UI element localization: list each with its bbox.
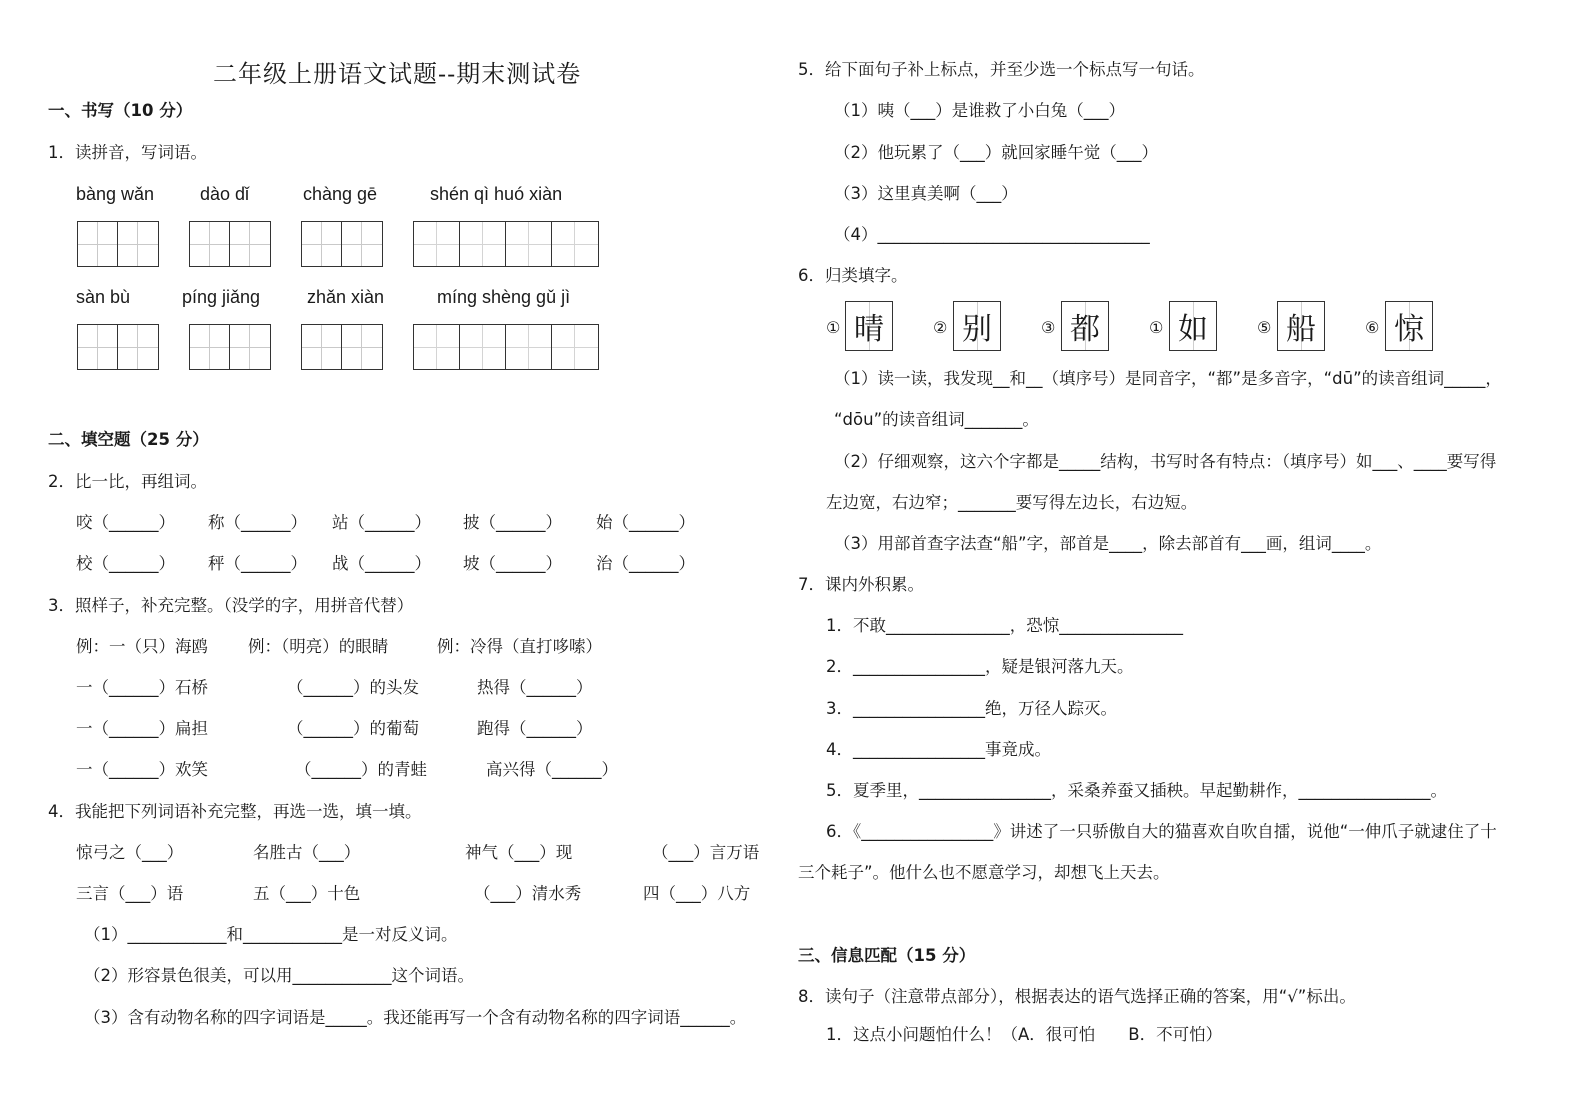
fill-item: 一（______）扁担 (76, 719, 208, 738)
q5-sub-4: （4）_________________________________ (834, 225, 1150, 244)
q7-line-6: 6．《________________》讲述了一只骄傲自大的猫喜欢自吹自擂，说他“一伸爪子就逮住了十 (826, 822, 1497, 841)
page-title: 二年级上册语文试题--期末测试卷 (213, 60, 582, 88)
question-2: 2．比一比，再组词。 (48, 472, 207, 491)
question-5: 5．给下面句子补上标点，并至少选一个标点写一句话。 (798, 60, 1205, 79)
pinyin-7: zhǎn xiàn (307, 287, 385, 307)
compare-item: 始（______） (596, 513, 695, 532)
idiom-item: 名胜古（___） (253, 843, 361, 862)
pinyin-1: bàng wǎn (76, 184, 155, 204)
pinyin-5: sàn bù (76, 287, 131, 307)
char-box: 别 (953, 301, 1001, 351)
idiom-item: 四（___）八方 (643, 884, 751, 903)
fill-item: 跑得（______） (477, 719, 593, 738)
char-box: 晴 (845, 301, 893, 351)
example-item: 例：（明亮）的眼睛 (248, 637, 389, 656)
q7-line-5: 5．夏季里，________________，采桑养蚕又插秧。早起勤耕作，________________。 (826, 781, 1447, 800)
example-item: 例：冷得（直打哆嗦） (437, 637, 602, 656)
compare-item: 校（______） (76, 554, 175, 573)
q7-line-1: 1．不敢_______________，恐惊_______________ (826, 616, 1183, 635)
compare-item: 披（______） (463, 513, 562, 532)
compare-item: 站（______） (332, 513, 431, 532)
q7-line-7: 三个耗子”。他什么也不愿意学习，却想飞上天去。 (798, 863, 1170, 882)
writing-grid[interactable] (77, 324, 159, 370)
char-box: 都 (1061, 301, 1109, 351)
idiom-item: （___）言万语 (652, 843, 760, 862)
compare-item: 咬（______） (76, 513, 175, 532)
idiom-item: 惊弓之（___） (76, 843, 184, 862)
section-2-heading: 二、填空题（25 分） (48, 430, 209, 449)
char-box: 惊 (1385, 301, 1433, 351)
question-8: 8．读句子（注意带点部分），根据表达的语气选择正确的答案，用“√”标出。 (798, 987, 1356, 1006)
writing-grid[interactable] (413, 221, 599, 267)
writing-grid[interactable] (77, 221, 159, 267)
pinyin-3: chàng gē (303, 184, 378, 204)
char-label: ⑥ (1365, 318, 1380, 337)
idiom-item: （___）清水秀 (474, 884, 582, 903)
writing-grid[interactable] (301, 324, 383, 370)
question-1: 1．读拼音，写词语。 (48, 143, 207, 162)
fill-item: 一（______）欢笑 (76, 760, 208, 779)
writing-grid[interactable] (413, 324, 599, 370)
section-3-heading: 三、信息匹配（15 分） (798, 946, 976, 965)
idiom-item: 五（___）十色 (253, 884, 361, 903)
q4-sub-2: （2）形容景色很美，可以用____________这个词语。 (84, 966, 474, 985)
char-label: ① (826, 318, 841, 337)
compare-item: 称（______） (208, 513, 307, 532)
char-label: ② (933, 318, 948, 337)
q7-line-2: 2．________________，疑是银河落九天。 (826, 657, 1134, 676)
compare-item: 战（______） (332, 554, 431, 573)
char-box: 如 (1169, 301, 1217, 351)
compare-item: 坡（______） (463, 554, 562, 573)
fill-item: 热得（______） (477, 678, 593, 697)
char-box: 船 (1277, 301, 1325, 351)
q5-sub-3: （3）这里真美啊（___） (834, 184, 1018, 203)
pinyin-2: dào dǐ (200, 184, 250, 204)
writing-grid[interactable] (301, 221, 383, 267)
example-item: 例：一（只）海鸥 (76, 637, 208, 656)
char-label: ① (1149, 318, 1164, 337)
q5-sub-1: （1）咦（___）是谁救了小白兔（___） (834, 101, 1125, 120)
q4-sub-3: （3）含有动物名称的四字词语是_____。我还能再写一个含有动物名称的四字词语______。 (84, 1008, 747, 1027)
q6-line-3: （2）仔细观察，这六个字都是_____结构，书写时各有特点：（填序号）如___、____要写得 (834, 452, 1497, 471)
compare-item: 治（______） (596, 554, 695, 573)
section-1-heading: 一、书写（10 分） (48, 101, 193, 120)
pinyin-8: míng shèng gǔ jì (437, 287, 571, 307)
char-label: ⑤ (1257, 318, 1272, 337)
pinyin-6: píng jiǎng (182, 287, 261, 307)
idiom-item: 三言（___）语 (76, 884, 184, 903)
q5-sub-2: （2）他玩累了（___）就回家睡午觉（___） (834, 143, 1158, 162)
fill-item: （______）的头发 (287, 678, 419, 697)
question-4: 4．我能把下列词语补充完整，再选一选，填一填。 (48, 802, 422, 821)
q7-line-3: 3．________________绝，万径人踪灭。 (826, 699, 1117, 718)
q6-line-1: （1）读一读，我发现__和__（填序号）是同音字，“都”是多音字，“dū”的读音组词_____， (834, 369, 1502, 388)
q8-item-1: 1．这点小问题怕什么！（A．很可怕 B．不可怕） (826, 1025, 1223, 1044)
question-6: 6．归类填字。 (798, 266, 908, 285)
q6-line-2: “dōu”的读音组词_______。 (834, 410, 1039, 429)
q6-line-4: 左边宽，右边窄；_______要写得左边长，右边短。 (826, 493, 1198, 512)
fill-item: 高兴得（______） (486, 760, 618, 779)
compare-item: 秤（______） (208, 554, 307, 573)
q7-line-4: 4．________________事竟成。 (826, 740, 1051, 759)
pinyin-4: shén qì huó xiàn (430, 184, 563, 204)
idiom-item: 神气（___）现 (465, 843, 573, 862)
writing-grid[interactable] (189, 324, 271, 370)
writing-grid[interactable] (189, 221, 271, 267)
fill-item: （______）的青蛙 (295, 760, 427, 779)
question-3: 3．照样子，补充完整。（没学的字，用拼音代替） (48, 596, 414, 615)
q6-line-5: （3）用部首查字法查“船”字，部首是____，除去部首有___画，组词____。 (834, 534, 1382, 553)
question-7: 7．课内外积累。 (798, 575, 924, 594)
q4-sub-1: （1）____________和____________是一对反义词。 (84, 925, 458, 944)
fill-item: （______）的葡萄 (287, 719, 419, 738)
fill-item: 一（______）石桥 (76, 678, 208, 697)
char-label: ③ (1041, 318, 1056, 337)
